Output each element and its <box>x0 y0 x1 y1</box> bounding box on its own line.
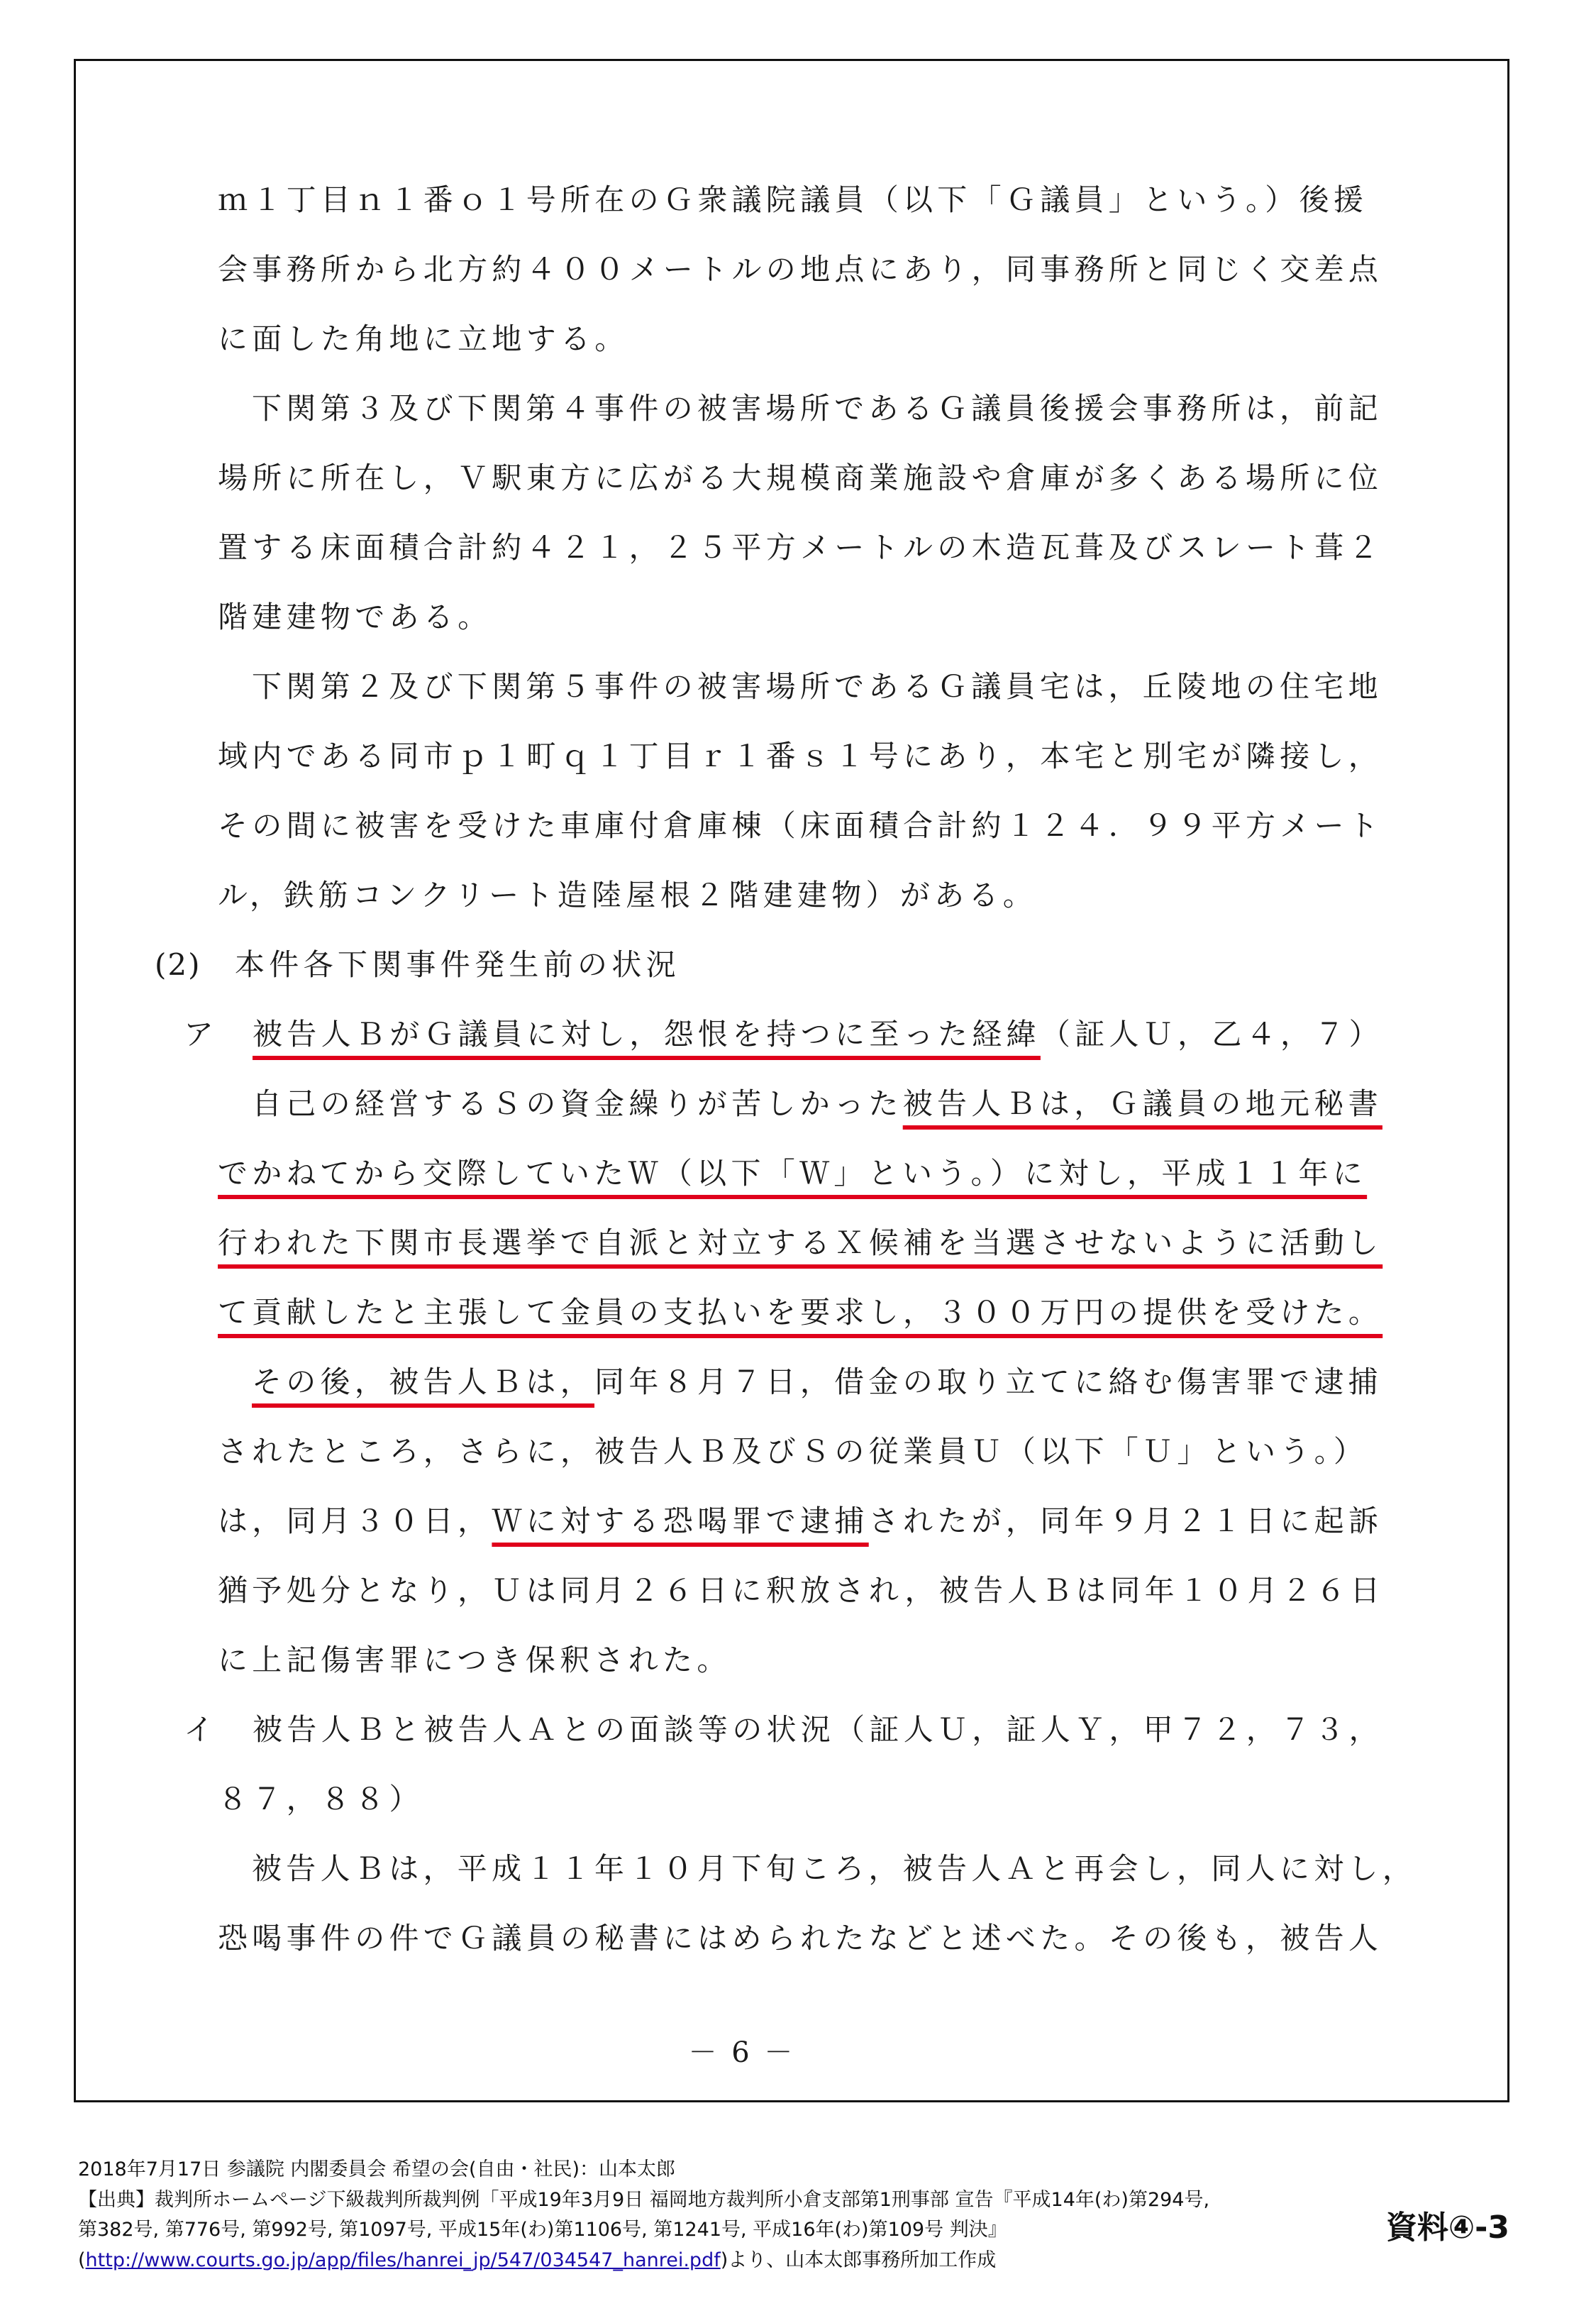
underlined-text: でかねてから交際していたＷ（以下「Ｗ」という。）に対し，平成１１年に <box>218 1156 1368 1191</box>
footer-note <box>78 2155 1348 2275</box>
text-span: 場所に所在し，Ｖ駅東方に広がる大規模商業施設や倉庫が多くある場所に位 <box>218 460 1383 495</box>
underlined-text: Ｗに対する恐喝罪で逮捕 <box>492 1504 869 1538</box>
text-line <box>218 652 1424 722</box>
underlined-text: その後，被告人Ｂは， <box>252 1364 595 1399</box>
text-span: に面した角地に立地する。 <box>218 321 629 356</box>
footer-line: 2018年7月17日 参議院 内閣委員会 希望の会(自由・社民)：山本太郎 <box>78 2158 676 2180</box>
text-span: 同年８月７日，借金の取り立てに絡む傷害罪で逮捕 <box>594 1364 1382 1399</box>
text-line <box>218 1486 1424 1556</box>
text-span: 置する床面積合計約４２１，２５平方メートルの木造瓦葺及びスレート葺２ <box>218 530 1383 565</box>
item-marker: ア <box>184 1017 218 1052</box>
text-span: ル，鉄筋コンクリート造陸屋根２階建建物）がある。 <box>218 878 1038 912</box>
text-line <box>218 583 1424 652</box>
text-line <box>218 374 1424 443</box>
text-span: に上記傷害罪につき保釈された。 <box>218 1643 731 1677</box>
document-body <box>155 165 1424 1973</box>
text-span: 恐喝事件の件でＧ議員の秘書にはめられたなどと述べた。その後も，被告人 <box>218 1921 1383 1955</box>
text-span: 被告人Ｂと被告人Ａとの面談等の状況（証人Ｕ，証人Ｙ，甲７２，７３， <box>253 1712 1383 1747</box>
text-span: 会事務所から北方約４００メートルの地点にあり，同事務所と同じく交差点 <box>218 252 1383 287</box>
text-span: 下関第３及び下関第４事件の被害場所であるＧ議員後援会事務所は，前記 <box>252 391 1382 426</box>
text-line <box>218 1834 1424 1904</box>
footer-text: ( <box>78 2249 86 2271</box>
text-line <box>218 722 1424 791</box>
footer-line: 【出典】裁判所ホームページ下級裁判所裁判例「平成19年3月9日 福岡地方裁判所小倉支部第1刑事部 宣告『平成14年(わ)第294号, <box>78 2188 1210 2211</box>
text-line <box>218 1417 1424 1486</box>
text-line <box>218 443 1424 513</box>
text-span: されたところ，さらに，被告人Ｂ及びＳの従業員Ｕ（以下「Ｕ」という。） <box>218 1434 1368 1469</box>
page-number: － 6 － <box>688 2036 796 2069</box>
text-line <box>218 1556 1424 1626</box>
section-title: 本件各下関事件発生前の状況 <box>235 947 680 982</box>
underlined-text: て貢献したと主張して金員の支払いを要求し，３００万円の提供を受けた。 <box>218 1295 1383 1330</box>
text-span: （証人Ｕ，乙４，７） <box>1040 1017 1383 1052</box>
text-line <box>218 1278 1424 1347</box>
text-line <box>218 791 1424 861</box>
text-line <box>218 1347 1424 1417</box>
underlined-text: 行われた下関市長選挙で自派と対立するＸ候補を当選させないように活動し <box>218 1225 1383 1260</box>
text-line <box>218 1626 1424 1695</box>
text-line <box>218 1139 1424 1208</box>
text-span: 自己の経営するＳの資金繰りが苦しかった <box>252 1086 903 1121</box>
exhibit-label: 資料④-3 <box>1385 2210 1509 2246</box>
footer-text: )より、山本太郎事務所加工作成 <box>720 2249 997 2271</box>
source-link[interactable]: http://www.courts.go.jp/app/files/hanrei_jp/547/034547_hanrei.pdf <box>85 2249 721 2271</box>
text-span: ８７，８８） <box>218 1782 423 1816</box>
underlined-text: 被告人ＢがＧ議員に対し，怨恨を持つに至った経緯 <box>253 1017 1041 1052</box>
text-span: 被告人Ｂは，平成１１年１０月下旬ころ，被告人Ａと再会し，同人に対し， <box>252 1851 1417 1886</box>
text-line <box>218 1069 1424 1139</box>
text-line <box>218 1765 1424 1834</box>
text-line <box>218 235 1424 304</box>
footer-line <box>78 2246 1348 2276</box>
section-number: (2) <box>155 947 201 982</box>
item-heading <box>184 1695 1424 1765</box>
text-span: 猶予処分となり，Ｕは同月２６日に釈放され，被告人Ｂは同年１０月２６日 <box>218 1573 1385 1608</box>
item-heading <box>184 1000 1424 1069</box>
section-heading <box>155 930 1424 1000</box>
footer-line: 第382号, 第776号, 第992号, 第1097号, 平成15年(わ)第1106号, 第1241号, 平成16年(わ)第109号 判決』 <box>78 2219 1007 2241</box>
text-line <box>218 1208 1424 1278</box>
text-line <box>218 304 1424 374</box>
text-line <box>218 861 1424 930</box>
text-line <box>218 513 1424 583</box>
text-line <box>218 165 1424 235</box>
text-span: されたが，同年９月２１日に起訴 <box>868 1504 1383 1538</box>
text-span: ｍ１丁目ｎ１番ｏ１号所在のＧ衆議院議員（以下「Ｇ議員」という。）後援 <box>218 182 1368 217</box>
text-span: 域内である同市ｐ１町ｑ１丁目ｒ１番ｓ１号にあり，本宅と別宅が隣接し， <box>218 739 1383 773</box>
text-span: 下関第２及び下関第５事件の被害場所であるＧ議員宅は，丘陵地の住宅地 <box>252 669 1382 704</box>
underlined-text: 被告人Ｂは，Ｇ議員の地元秘書 <box>902 1086 1382 1121</box>
text-line <box>218 1904 1424 1973</box>
text-span: 階建建物である。 <box>218 600 492 634</box>
item-marker: イ <box>184 1712 218 1747</box>
text-span: は，同月３０日， <box>218 1504 492 1538</box>
text-span: その間に被害を受けた車庫付倉庫棟（床面積合計約１２４．９９平方メート <box>218 808 1383 843</box>
